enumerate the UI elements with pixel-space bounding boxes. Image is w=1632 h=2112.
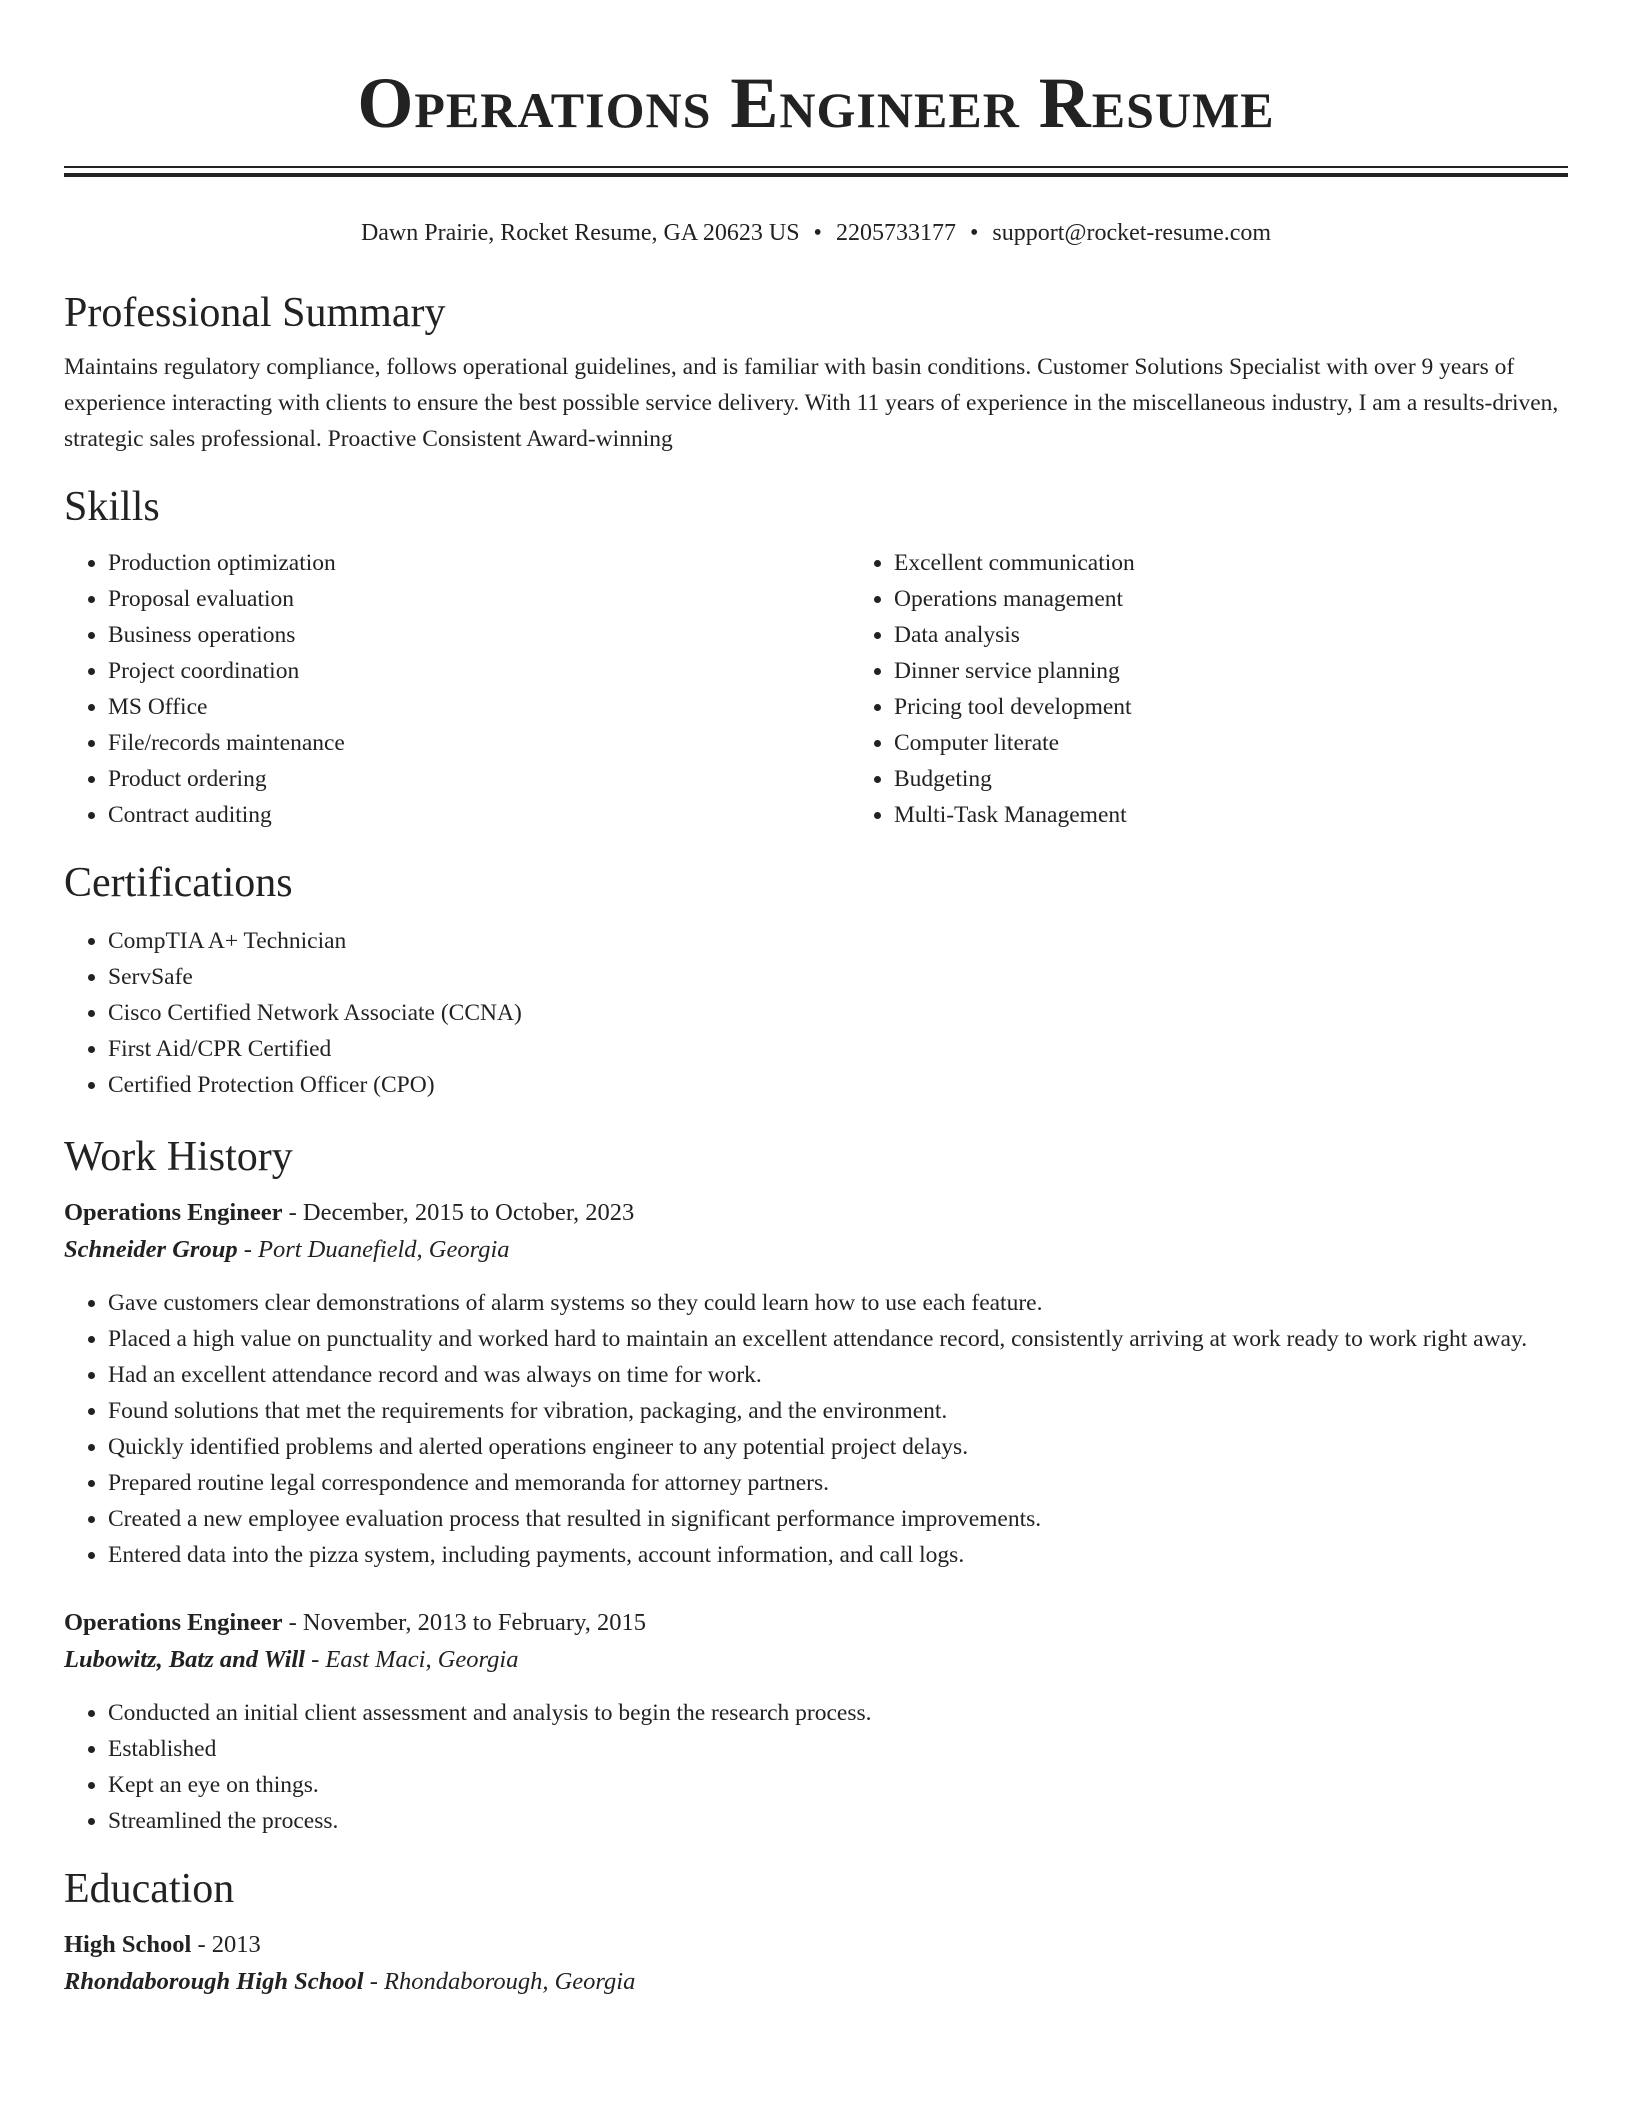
list-item: • Entered data into the pizza system, including payments, account information, and call logs. <box>108 1537 1568 1573</box>
education-entry <box>64 1927 1568 2001</box>
job-entry <box>64 1605 1568 1839</box>
resume-title: Operations Engineer Resume <box>357 63 1275 143</box>
title-divider <box>64 166 1568 177</box>
list-item: • Data analysis <box>894 617 1135 653</box>
education-degree: High School <box>64 1931 192 1958</box>
list-item: • ServSafe <box>108 959 1568 995</box>
list-item: • First Aid/CPR Certified <box>108 1031 1568 1067</box>
list-item: • Cisco Certified Network Associate (CCNA) <box>108 995 1568 1031</box>
job-company-line: Schneider Group - Port Duanefield, Georgia <box>64 1236 510 1263</box>
job-location: East Maci, Georgia <box>325 1646 519 1673</box>
list-item: • Business operations <box>108 617 850 653</box>
work-history-heading: Work History <box>64 1134 293 1180</box>
list-item: • Proposal evaluation <box>108 581 850 617</box>
list-item: • File/records maintenance <box>108 725 850 761</box>
list-item: • Created a new employee evaluation process that resulted in significant performance improvements. <box>108 1501 1568 1537</box>
job-bullets <box>64 1285 1568 1573</box>
list-item: • Dinner service planning <box>894 653 1135 689</box>
job-company: Lubowitz, Batz and Will <box>64 1646 305 1673</box>
skills-list-right <box>850 545 1135 833</box>
list-item: • Gave customers clear demonstrations of alarm systems so they could learn how to use each feature. <box>108 1285 1568 1321</box>
list-item: • Kept an eye on things. <box>108 1767 1568 1803</box>
contact-email: support@rocket-resume.com <box>992 220 1272 246</box>
list-item: • Production optimization <box>108 545 850 581</box>
certifications-list <box>64 923 1568 1103</box>
list-item: • Budgeting <box>894 761 1135 797</box>
list-item: • Operations management <box>894 581 1135 617</box>
list-item: • Project coordination <box>108 653 850 689</box>
certifications-heading: Certifications <box>64 860 293 906</box>
skills-columns <box>64 545 1568 833</box>
list-item: • Established <box>108 1731 1568 1767</box>
list-item: • Had an excellent attendance record and was always on time for work. <box>108 1357 1568 1393</box>
list-item: • Computer literate <box>894 725 1135 761</box>
summary-heading: Professional Summary <box>64 290 446 336</box>
list-item: • Prepared routine legal correspondence and memoranda for attorney partners. <box>108 1465 1568 1501</box>
list-item: • Placed a high value on punctuality and worked hard to maintain an excellent attendance record, consistently arriving at work ready to work right away. <box>108 1321 1568 1357</box>
contact-line <box>64 217 1568 249</box>
skills-list-left <box>64 545 850 833</box>
list-item: • Quickly identified problems and alerted operations engineer to any potential project delays. <box>108 1429 1568 1465</box>
job-company-line: Lubowitz, Batz and Will - East Maci, Georgia <box>64 1646 519 1673</box>
contact-phone: 2205733177 <box>835 220 956 246</box>
list-item: • Excellent communication <box>894 545 1135 581</box>
contact-separator: • <box>969 220 979 246</box>
job-dates: November, 2013 to February, 2015 <box>302 1609 646 1636</box>
list-item: • Certified Protection Officer (CPO) <box>108 1067 1568 1103</box>
education-school-line: Rhondaborough High School - Rhondaborough, Georgia <box>64 1968 636 1995</box>
job-company: Schneider Group <box>64 1236 238 1263</box>
contact-separator: • <box>813 220 822 246</box>
job-title-line: Operations Engineer - November, 2013 to February, 2015 <box>64 1609 646 1636</box>
education-year: 2013 <box>211 1931 261 1958</box>
job-bullets <box>64 1695 1568 1839</box>
job-location: Port Duanefield, Georgia <box>258 1236 510 1263</box>
list-item: • Conducted an initial client assessment and analysis to begin the research process. <box>108 1695 1568 1731</box>
list-item: • Pricing tool development <box>894 689 1135 725</box>
list-item: • MS Office <box>108 689 850 725</box>
education-school: Rhondaborough High School <box>64 1968 364 1995</box>
list-item: • Streamlined the process. <box>108 1803 1568 1839</box>
education-degree-line: High School - 2013 <box>64 1931 261 1958</box>
summary-text: Maintains regulatory compliance, follows operational guidelines, and is familiar with basin conditions. Customer Solutions Specialist with over 9 years of experience interacting with clients to ensure the best possible service delivery. With 11 years of experience in the miscellaneous industry, I am a results-driven, strategic sales professional. Proactive Consistent Award-winning <box>64 354 1559 452</box>
list-item: • CompTIA A+ Technician <box>108 923 1568 959</box>
job-title: Operations Engineer <box>64 1609 283 1636</box>
job-title-line: Operations Engineer - December, 2015 to October, 2023 <box>64 1199 635 1226</box>
education-location: Rhondaborough, Georgia <box>383 1968 636 1995</box>
job-entry <box>64 1195 1568 1573</box>
education-heading: Education <box>64 1866 235 1912</box>
list-item: • Contract auditing <box>108 797 850 833</box>
list-item: • Multi-Task Management <box>894 797 1135 833</box>
job-title: Operations Engineer <box>64 1199 283 1226</box>
list-item: • Found solutions that met the requirements for vibration, packaging, and the environment. <box>108 1393 1568 1429</box>
contact-address: Dawn Prairie, Rocket Resume, GA 20623 US <box>360 220 800 246</box>
job-dates: December, 2015 to October, 2023 <box>302 1199 635 1226</box>
list-item: • Product ordering <box>108 761 850 797</box>
skills-heading: Skills <box>64 484 160 530</box>
